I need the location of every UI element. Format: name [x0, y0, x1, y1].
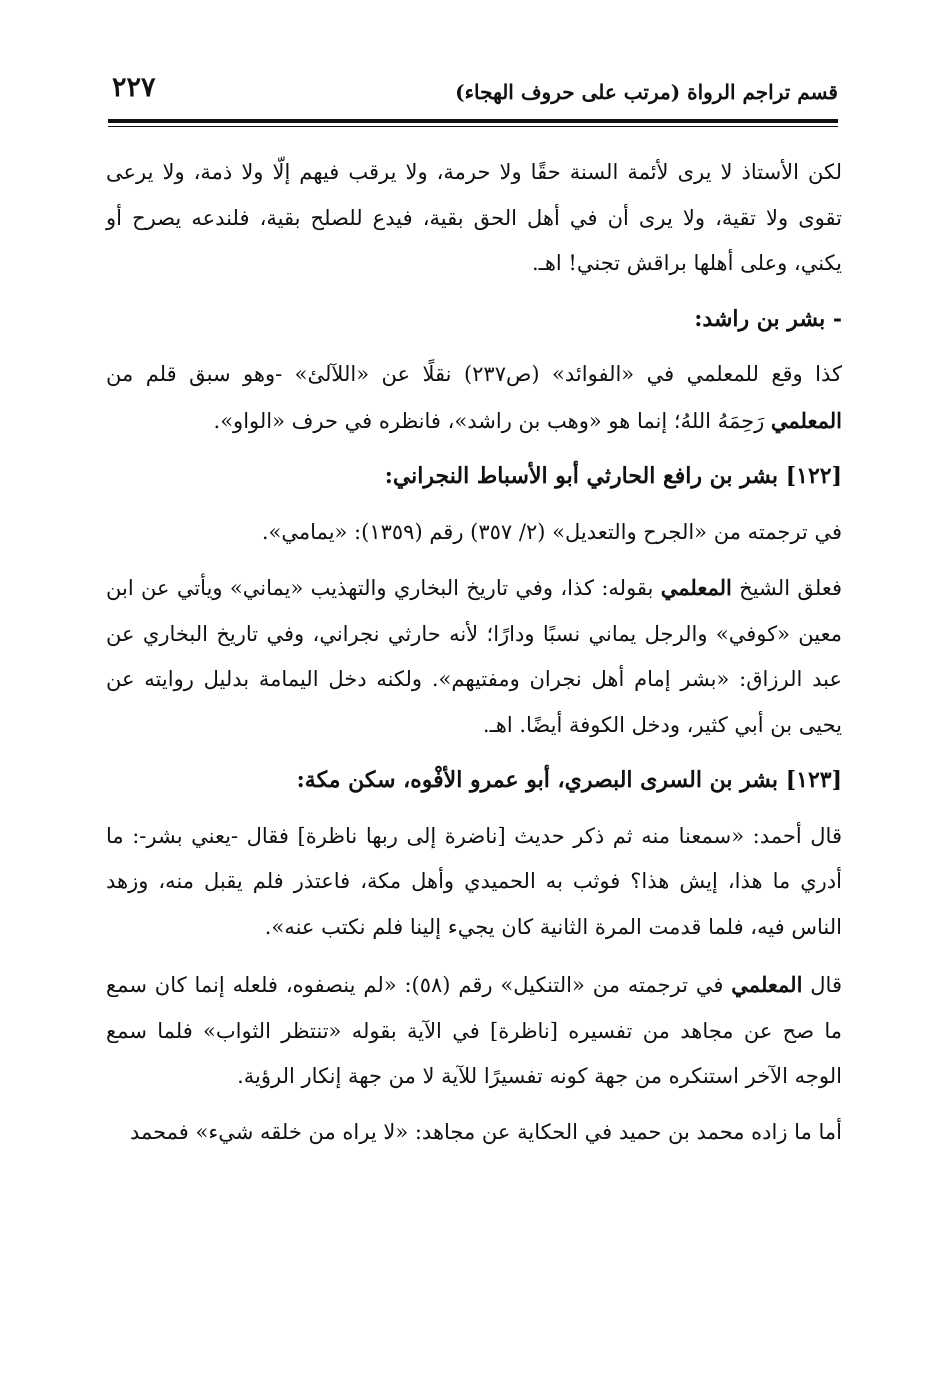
entry-heading-122: [١٢٢] بشر بن رافع الحارثي أبو الأسباط النجراني: — [384, 463, 842, 489]
paragraph-6-pre: قال — [802, 973, 842, 997]
paragraph-2-pre: كذا وقع للمعلمي في «الفوائد» (ص٢٣٧) نقلًا عن «اللآلئ» -وهو سبق قلم من — [106, 362, 842, 386]
running-head — [108, 72, 838, 112]
page-number: ٢٢٧ — [112, 72, 156, 103]
author-name-bold: المعلمي — [660, 575, 732, 600]
author-name-bold: المعلمي — [770, 407, 842, 433]
paragraph-6 — [106, 962, 842, 1100]
paragraph-5: قال أحمد: «سمعنا منه ثم ذكر حديث [ناضرة إلى ربها ناظرة] فقال -يعني بشر-: ما أدري ما هذا، إيش هذا؟ فوثب به الحميدي وأهل مكة، فاعتذر فلم يقبل منه، وزهد الناس فيه، فلما قدمت المرة الثانية كان يجيء إلينا فلم نكتب عنه». — [106, 823, 842, 939]
paragraph-3: في ترجمته من «الجرح والتعديل» (٢/ ٣٥٧) رقم (١٣٥٩): «يمامي». — [261, 519, 842, 544]
paragraph-4 — [106, 565, 842, 748]
paragraph-2-post: رَحِمَهُ اللهُ؛ إنما هو «وهب بن راشد»، فانظره في حرف «الواو». — [213, 408, 771, 433]
paragraph-6-post: في ترجمته من «التنكيل» رقم (٥٨): «لم ينصفوه، فلعله إنما كان سمع ما صح عن مجاهد من تفسيره [ناظرة] في الآية بقوله «تنتظر الثواب» فلما سمع الوجه الآخر استنكره من جهة كونه تفسيرًا للآية لا من جهة إنكار الرؤية. — [106, 973, 842, 1088]
entry-heading-123: [١٢٣] بشر بن السرى البصري، أبو عمرو الأفْوه، سكن مكة: — [296, 767, 842, 793]
paragraph-2 — [106, 352, 842, 444]
entry-heading-bishr-ibn-rashid: - بشر بن راشد: — [694, 305, 842, 332]
paragraph-1: لكن الأستاذ لا يرى لأئمة السنة حقًا ولا حرمة، ولا يرقب فيهم إلّا ولا ذمة، ولا يرعى تقوى ولا تقية، ولا يرى أن في أهل الحق بقية، فيدع للصلح بقية، فلندعه يصرح أو يكني، وعلى أهلها براقش تجني! اهـ. — [106, 160, 842, 275]
paragraph-7: أما ما زاده محمد بن حميد في الحكاية عن مجاهد: «لا يراه من خلقه شيء» فمحمد — [129, 1119, 842, 1144]
paragraph-4-pre: فعلق الشيخ — [731, 576, 842, 600]
header-rule-thin — [108, 126, 838, 127]
body-text — [106, 150, 842, 1165]
author-name-bold: المعلمي — [731, 972, 803, 997]
header-rule-thick — [108, 119, 838, 123]
paragraph-4-post: بقوله: كذا، وفي تاريخ البخاري والتهذيب «يماني» ويأتي عن ابن معين «كوفي» والرجل يماني نسبًا ودارًا؛ لأنه حارثي نجراني، وفي تاريخ البخاري عن عبد الرزاق: «بشر إمام أهل نجران ومفتيهم». ولكنه دخل اليمامة بدليل روايته عن يحيى بن أبي كثير، ودخل الكوفة أيضًا. اهـ. — [106, 576, 842, 737]
running-head-title: قسم تراجم الرواة (مرتب على حروف الهجاء) — [455, 80, 838, 104]
